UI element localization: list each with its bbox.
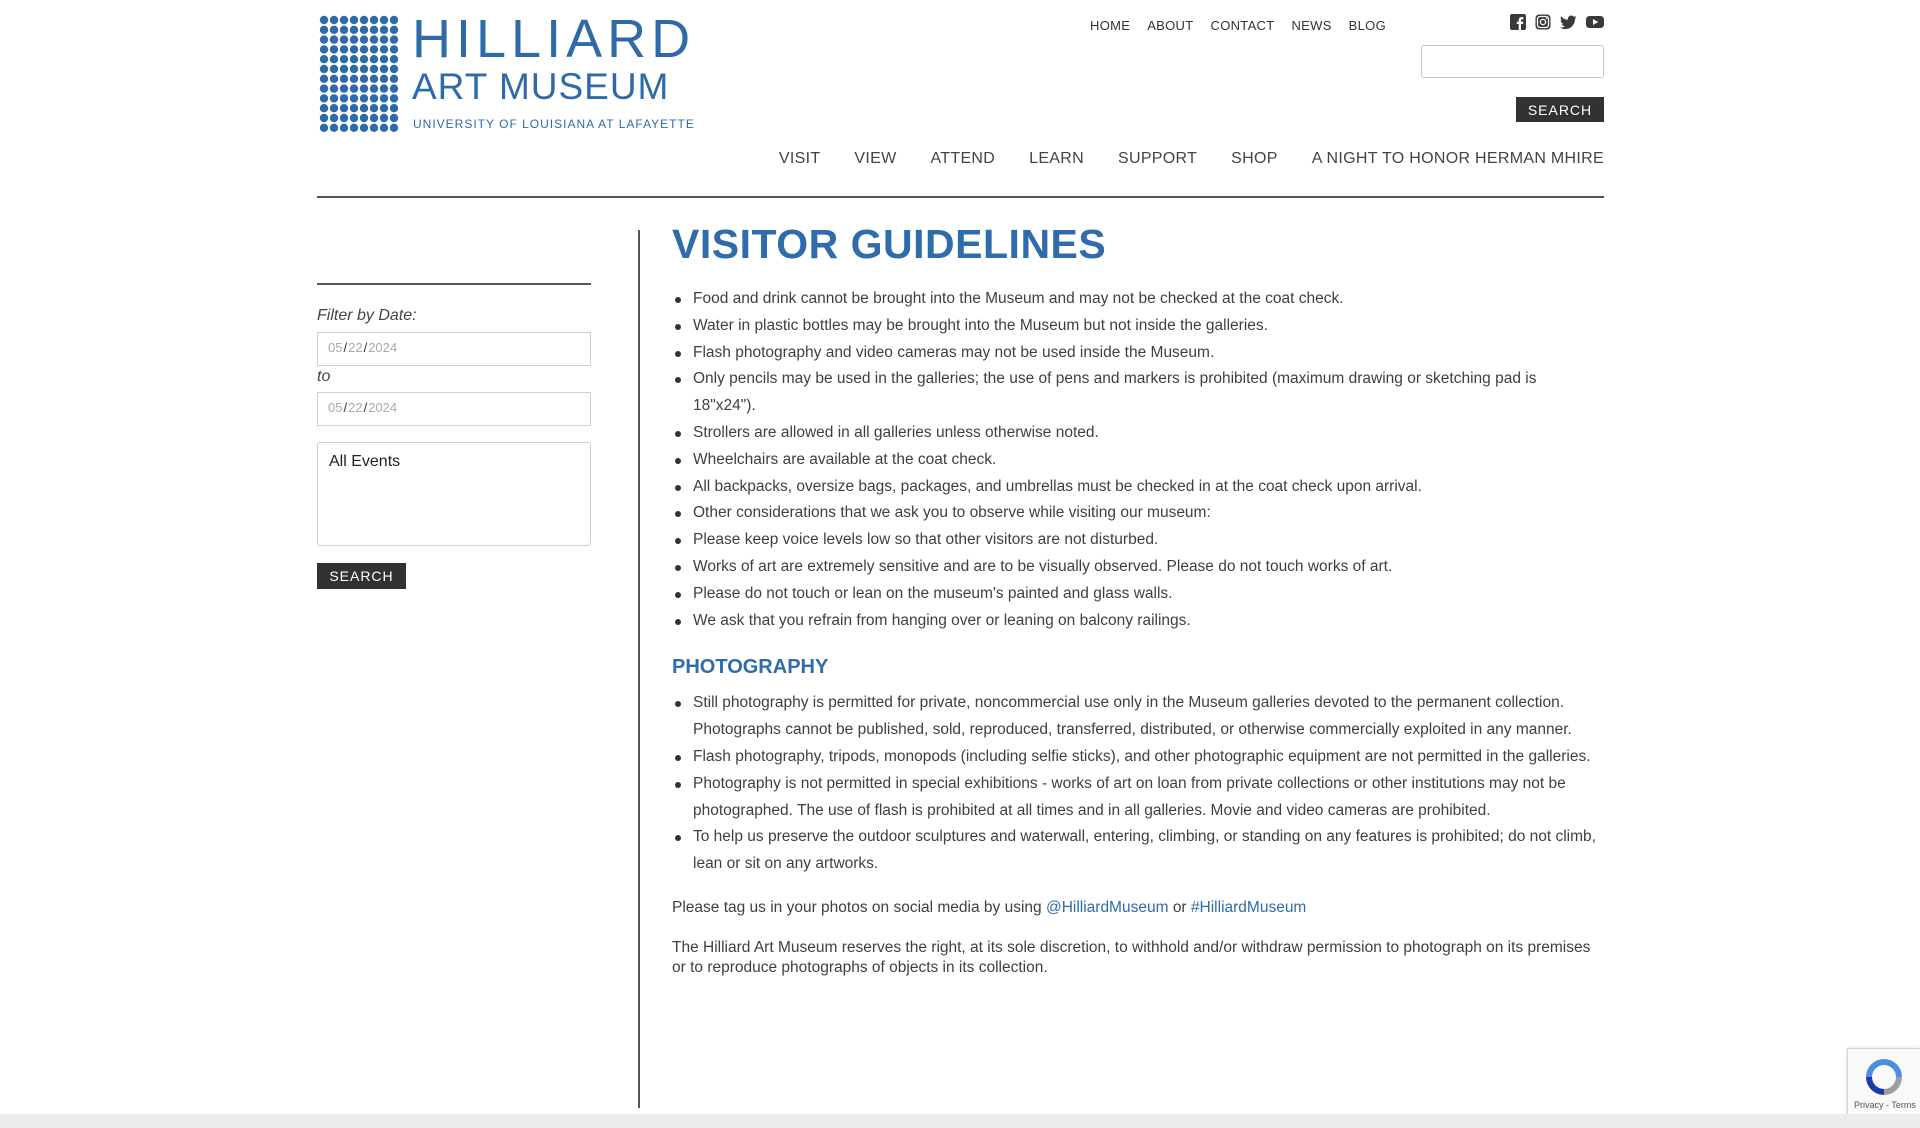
main-nav-visit[interactable]: VISIT [778, 150, 821, 167]
list-item: Works of art are extremely sensitive and are to be visually observed. Please do not touch works of art. [693, 554, 1602, 581]
content-divider [638, 230, 640, 1108]
main-nav-learn[interactable]: LEARN [1029, 150, 1084, 167]
util-nav-about[interactable]: ABOUT [1147, 18, 1194, 33]
list-item: Strollers are allowed in all galleries unless otherwise noted. [693, 420, 1602, 447]
main-nav [779, 150, 1604, 168]
logo-title: HILLIARD [412, 9, 696, 69]
list-item: Still photography is permitted for private, noncommercial use only in the Museum galleries devoted to the permanent collection. Photographs cannot be published, sold, reproduced, transferred, distributed, or otherwise commercially exploited in any manner. [693, 690, 1602, 744]
social-tag-text: Please tag us in your photos on social media by using [672, 898, 1042, 916]
filter-by-date-label: Filter by Date: [317, 307, 417, 324]
header-search-input[interactable] [1421, 45, 1604, 78]
recaptcha-logo-icon [1862, 1055, 1906, 1099]
utility-nav [1090, 18, 1386, 33]
logo-dot-grid-icon [319, 15, 399, 133]
util-nav-contact[interactable]: CONTACT [1210, 18, 1275, 33]
list-item: To help us preserve the outdoor sculptures and waterwall, entering, climbing, or standing on any features is prohibited; do not climb, lean or sit on any artworks. [693, 824, 1602, 878]
photography-heading: PHOTOGRAPHY [672, 656, 829, 679]
header-divider [317, 196, 1604, 198]
facebook-icon[interactable] [1510, 14, 1526, 30]
list-item: Other considerations that we ask you to observe while visiting our museum: [693, 500, 1602, 527]
hashtag-link[interactable]: #HilliardMuseum [1190, 898, 1307, 916]
date-to-month[interactable]: 05 [328, 400, 343, 415]
list-item: Food and drink cannot be brought into the Museum and may not be checked at the coat check. [693, 286, 1602, 313]
recaptcha-text[interactable]: Privacy - Terms [1854, 1100, 1916, 1110]
list-item: Photography is not permitted in special exhibitions - works of art on loan from private collections or other institutions may not be photographed. The use of flash is prohibited at all times and in all galleries. Movie and video cameras are prohibited. [693, 771, 1602, 825]
instagram-handle-link[interactable]: @HilliardMuseum [1045, 898, 1169, 916]
list-item: Please do not touch or lean on the museum's painted and glass walls. [693, 581, 1602, 608]
instagram-icon[interactable] [1535, 14, 1551, 30]
logo-subtitle: ART MUSEUM [412, 66, 670, 107]
main-nav-support[interactable]: SUPPORT [1118, 150, 1198, 167]
recaptcha-badge[interactable] [1847, 1048, 1920, 1116]
page [317, 0, 1604, 1128]
main-content [672, 220, 1602, 978]
site-logo[interactable] [317, 9, 696, 134]
date-from-day[interactable]: 22 [348, 340, 363, 355]
date-from-field[interactable]: 05/22/2024 [317, 332, 591, 366]
util-nav-blog[interactable]: BLOG [1348, 18, 1386, 33]
list-item: Only pencils may be used in the galleries; the use of pens and markers is prohibited (maximum drawing or sketching pad is 18"x24"). [693, 366, 1602, 420]
main-nav-night-to-honor[interactable]: A NIGHT TO HONOR HERMAN MHIRE [1311, 150, 1604, 167]
to-label: to [317, 368, 331, 385]
sidebar-search-button[interactable]: SEARCH [317, 563, 406, 589]
logo-university: UNIVERSITY OF LOUISIANA AT LAFAYETTE [413, 117, 695, 131]
main-nav-shop[interactable]: SHOP [1231, 150, 1278, 167]
guidelines-list [672, 286, 1602, 634]
list-item: Wheelchairs are available at the coat check. [693, 447, 1602, 474]
photography-list [672, 690, 1602, 878]
list-item: Please keep voice levels low so that other visitors are not disturbed. [693, 527, 1602, 554]
list-item: Flash photography, tripods, monopods (including selfie sticks), and other photographic equipment are not permitted in the galleries. [693, 744, 1602, 771]
date-to-field[interactable]: 05/22/2024 [317, 392, 591, 426]
event-option-all-events[interactable]: All Events [329, 453, 401, 470]
date-to-day[interactable]: 22 [348, 400, 363, 415]
date-from-month[interactable]: 05 [328, 340, 343, 355]
rights-paragraph: The Hilliard Art Museum reserves the right, at its sole discretion, to withhold and/or withdraw permission to photograph on its premises or to reproduce photographs of objects in its collection. [672, 938, 1591, 976]
twitter-icon[interactable] [1560, 14, 1577, 30]
main-nav-attend[interactable]: ATTEND [930, 150, 996, 167]
header-search-button[interactable]: SEARCH [1516, 97, 1604, 122]
sidebar-divider [317, 283, 591, 285]
list-item: All backpacks, oversize bags, packages, and umbrellas must be checked in at the coat check upon arrival. [693, 474, 1602, 501]
youtube-icon[interactable] [1586, 14, 1604, 30]
list-item: We ask that you refrain from hanging over or leaning on balcony railings. [693, 608, 1602, 635]
date-from-year[interactable]: 2024 [368, 340, 398, 355]
social-tag-paragraph [672, 898, 1602, 918]
util-nav-home[interactable]: HOME [1090, 18, 1131, 33]
util-nav-news[interactable]: NEWS [1291, 18, 1332, 33]
date-to-year[interactable]: 2024 [368, 400, 398, 415]
page-title: VISITOR GUIDELINES [672, 221, 1107, 267]
list-item: Water in plastic bottles may be brought into the Museum but not inside the galleries. [693, 313, 1602, 340]
social-tag-or: or [1172, 898, 1187, 916]
main-nav-view[interactable]: VIEW [854, 150, 897, 167]
social-links [1510, 14, 1604, 30]
bottom-scroll-bar [0, 1114, 1920, 1128]
event-category-select[interactable] [317, 442, 591, 546]
list-item: Flash photography and video cameras may not be used inside the Museum. [693, 340, 1602, 367]
